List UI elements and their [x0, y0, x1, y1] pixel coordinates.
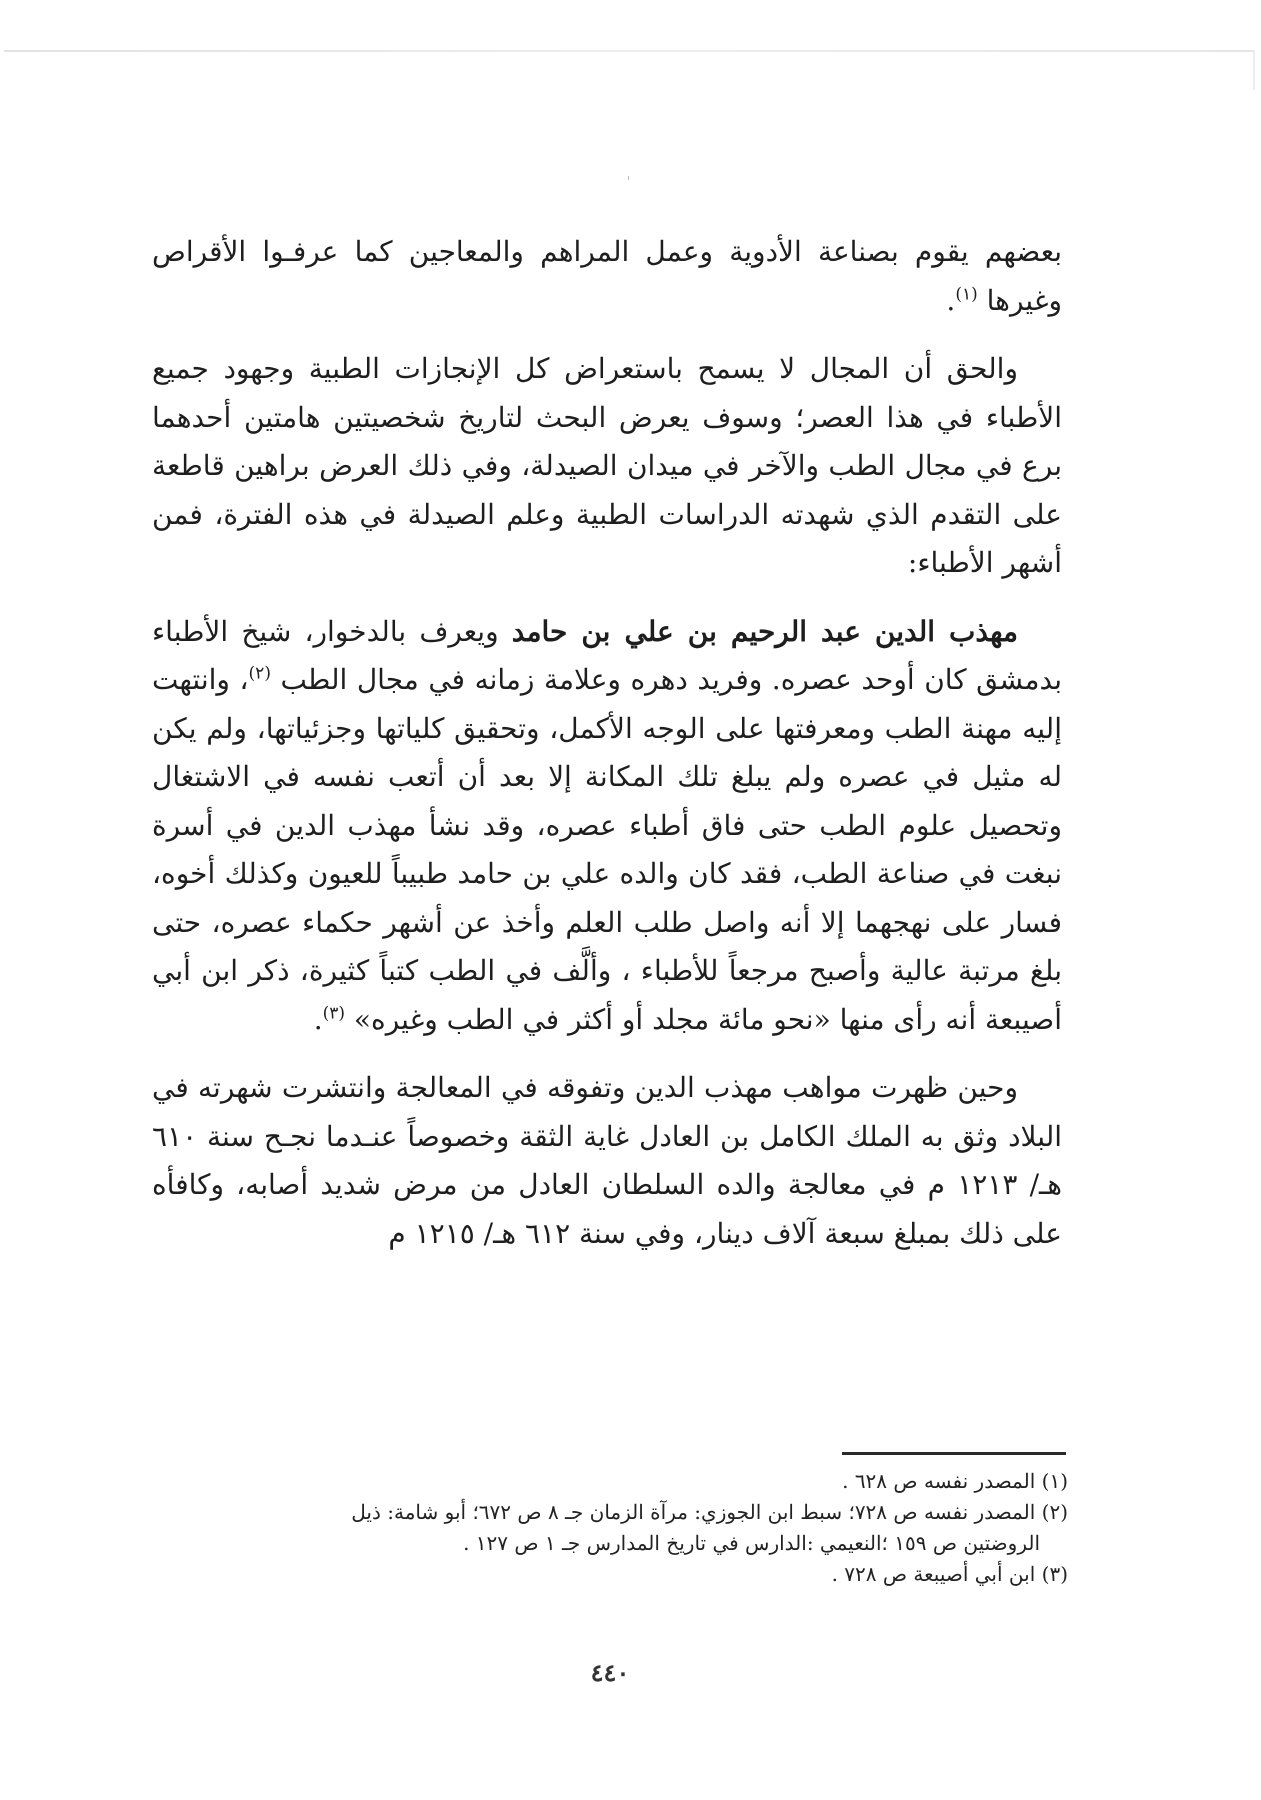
footnote-ref-2[interactable]: (٢): [248, 663, 271, 684]
footnote-2: [150, 1497, 1068, 1559]
body-text: [152, 228, 1062, 1258]
paragraph-1-tail: .: [946, 283, 956, 317]
paragraph-4-text: وحين ظهرت مواهب مهذب الدين وتفوقه في المعالجة وانتشرت شهرته في البلاد وثق به الملك الكامل بن العادل غاية الثقة وخصوصاً عنـدما نجـح سنة ٦١٠ هـ/ ١٢١٣ م في معالجة والده السلطان العادل من مرض شديد أصابه، وكافأه على ذلك بمبلغ سبعة آلاف دينار، وفي سنة ٦١٢ هـ/ ١٢١٥ م: [152, 1071, 1062, 1250]
footnotes: [150, 1466, 1068, 1590]
paragraph-1: [152, 228, 1062, 325]
footnote-marker: (٣): [1041, 1562, 1068, 1586]
paragraph-4: [152, 1064, 1062, 1258]
footnote-marker: (١): [1041, 1469, 1068, 1493]
paragraph-3-continuation: ، وانتهت إليه مهنة الطب ومعرفتها على الوجه الأكمل، وتحقيق كلياتها وجزئياتها، ولم يكن له مثيل في عصره ولم يبلغ تلك المكانة إلا بعد أن أتعب نفسه في الاشتغال وتحصيل علوم الطب حتى فاق أطباء عصره، وقد نشأ مهذب الدين في أسرة نبغت في صناعة الطب، فقد كان والده علي بن حامد طبيباً للعيون وكذلك أخوه، فسار على نهجهما إلا أنه واصل طلب العلم وأخذ عن أشهر حكماء عصره، حتى بلغ مرتبة عالية وأصبح مرجعاً للأطباء ، وألَّف في الطب كتباً كثيرة، ذكر ابن أبي أصيبعة أنه رأى منها «نحو مائة مجلد أو أكثر في الطب وغيره»: [152, 663, 1062, 1036]
footnote-3: [150, 1559, 1068, 1590]
paragraph-1-text: بعضهم يقوم بصناعة الأدوية وعمل المراهم والمعاجين كما عرفـوا الأقراص وغيرها: [152, 235, 1062, 317]
paragraph-2: [152, 345, 1062, 588]
page-number: ٤٤٠: [590, 1658, 630, 1687]
footnote-text: المصدر نفسه ص ٦٢٨ .: [842, 1469, 1036, 1493]
footnote-ref-1[interactable]: (١): [955, 284, 978, 305]
footnote-text: المصدر نفسه ص ٧٢٨؛ سبط ابن الجوزي: مرآة الزمان جـ ٨ ص ٦٧٢؛ أبو شامة: ذيل: [351, 1500, 1036, 1524]
paragraph-3-text: ويعرف بالدخوار، شيخ الأطباء بدمشق كان أوحد عصره. وفريد دهره وعلامة زمانه في مجال الطب: [152, 614, 1062, 696]
footnote-marker: (٢): [1041, 1500, 1068, 1524]
paragraph-3: [152, 608, 1062, 1045]
footnote-continuation: الروضتين ص ١٥٩ ؛النعيمي :الدارس في تاريخ المدارس جـ ١ ص ١٢٧ .: [463, 1531, 1040, 1555]
footnote-1: [150, 1466, 1068, 1497]
paragraph-3-tail: .: [313, 1002, 323, 1036]
scan-speck: [628, 176, 629, 180]
footnote-ref-3[interactable]: (٣): [322, 1003, 346, 1024]
scan-page-edge-top: [4, 50, 1255, 52]
physician-name: مهذب الدين عبد الرحيم بن علي بن حامد: [511, 614, 1018, 648]
footnote-divider: [842, 1452, 1066, 1455]
paragraph-2-text: والحق أن المجال لا يسمح باستعراض كل الإنجازات الطبية وجهود جميع الأطباء في هذا العصر؛ وسوف يعرض البحث لتاريخ شخصيتين هامتين أحدهما برع في مجال الطب والآخر في ميدان الصيدلة، وفي ذلك العرض براهين قاطعة على التقدم الذي شهدته الدراسات الطبية وعلم الصيدلة في هذه الفترة، فمن أشهر الأطباء:: [152, 352, 1062, 579]
scan-page-edge-right: [1253, 50, 1255, 90]
footnote-text: ابن أبي أصيبعة ص ٧٢٨ .: [831, 1562, 1036, 1586]
